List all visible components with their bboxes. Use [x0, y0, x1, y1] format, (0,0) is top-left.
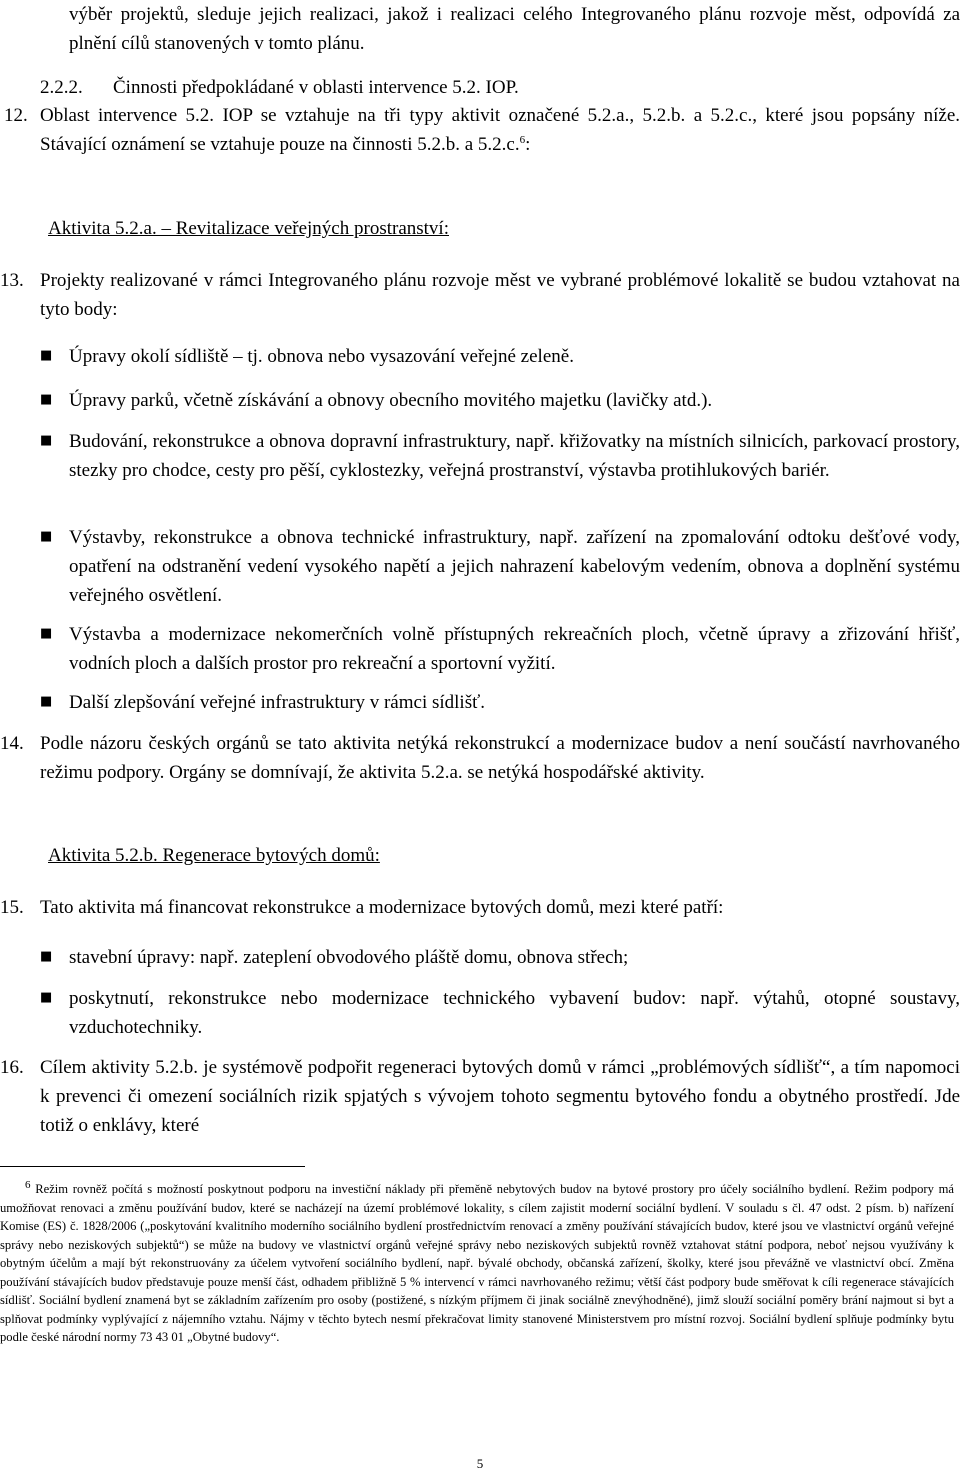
- bullet-icon: ■: [40, 392, 53, 407]
- bullet-icon: ■: [40, 694, 53, 709]
- paragraph-14-text: Podle názoru českých orgánů se tato aktivita netýká rekonstrukcí a modernizace budov a není součástí navrhovaného režimu podpory. Orgány se domnívají, že aktivita 5.2.a. se netýká hospodářské aktivity.: [40, 733, 960, 783]
- activity-a-heading: Aktivita 5.2.a. – Revitalizace veřejných prostranství:: [48, 218, 449, 239]
- list-item-text: Další zlepšování veřejné infrastruktury v rámci sídlišť.: [69, 692, 485, 713]
- paragraph-14: [40, 729, 960, 787]
- paragraph-13-number: 13.: [0, 270, 24, 291]
- bullet-icon: ■: [40, 433, 53, 448]
- list-item-text: Úpravy parků, včetně získávání a obnovy obecního movitého majetku (lavičky atd.).: [69, 390, 713, 411]
- paragraph-16-text: Cílem aktivity 5.2.b. je systémově podpořit regeneraci bytových domů v rámci „problémových sídlišť“, a tím napomoci k prevenci či omezení sociálních rizik spjatých s vývojem tohoto segmentu bytového fondu a obytného prostředí. Jde totiž o enklávy, které: [40, 1057, 960, 1136]
- bullet-icon: ■: [40, 990, 53, 1005]
- list-item-text: stavební úpravy: např. zateplení obvodového pláště domu, obnova střech;: [69, 947, 629, 968]
- paragraph-12-number: 12.: [4, 105, 28, 126]
- paragraph-12-text: Oblast intervence 5.2. IOP se vztahuje na tři typy aktivit označené 5.2.a., 5.2.b. a 5.2.c., které jsou popsány níže. Stávající oznámení se vztahuje pouze na činnosti 5.2.b. a 5.2.c.: [40, 105, 960, 155]
- paragraph-12: [40, 101, 960, 159]
- footnote-body: [0, 1180, 954, 1347]
- list-item-text: poskytnutí, rekonstrukce nebo modernizace technického vybavení budov: např. výtahů, otopné soustavy, vzduchotechniky.: [69, 988, 960, 1038]
- intro-paragraph: [69, 0, 960, 58]
- footnote-ref-6: 6: [519, 134, 526, 146]
- paragraph-16: [40, 1053, 960, 1140]
- paragraph-14-number: 14.: [0, 733, 24, 754]
- list-item-text: Úpravy okolí sídliště – tj. obnova nebo vysazování veřejné zeleně.: [69, 346, 574, 367]
- footnote-marker: 6: [25, 1179, 31, 1191]
- list-item-text: Výstavby, rekonstrukce a obnova technické infrastruktury, např. zařízení na zpomalování odtoku dešťové vody, opatření na odstranění vedení vysokého napětí a jejich nahrazení kabelovým vedením, obnova a doplnění systému veřejného osvětlení.: [69, 527, 960, 606]
- paragraph-12-colon: :: [525, 134, 531, 155]
- bullet-icon: ■: [40, 949, 53, 964]
- paragraph-15-text: Tato aktivita má financovat rekonstrukce a modernizace bytových domů, mezi které patří:: [40, 897, 724, 918]
- footnote-text: Režim rovněž počítá s možností poskytnout podporu na investiční náklady při přeměně nebytových budov na bytové prostory pro účely sociálního bydlení. Režim podpory má umožňovat renovaci a změnu používání budov, které se nacházejí na území problémové lokality, s cílem zajistit moderní sociální bydlení. V souladu s čl. 47 odst. 2 písm. b) nařízení Komise (ES) č. 1828/2006 („poskytování kvalitního moderního sociálního bydlení prostřednictvím renovací a změny používání stávajících budov, které jsou ve vlastnictví orgánů veřejné správy nebo neziskových subjektů“) se může na budovy ve vlastnictví orgánů veřejné správy nebo neziskových subjektů rovněž vztahovat státní podpora, neboť nejsou využívány k obytným účelům a mají být rekonstruovány za účelem vytvoření sociálního bydlení, např. bývalé obchody, občanská zařízení, školky, které jsou převážně ve vlastnictví obcí. Změna používání stávajících budov představuje pouze menší část, odhadem přibližně 5 % intervencí v rámci navrhovaného režimu; větší část podpory bude směřovat k cíli regenerace stávajících sídlišť. Sociální bydlení znamená byt se základním zařízením pro osoby (postižené, s nízkým příjmem či jinak sociálně znevýhodněné), jimž slouží sociální poměry brání najmout si byt a splňovat podmínky vyplývající z nájemního vztahu. Nájmy v těchto bytech nesmí překračovat limity stanovené Ministerstvem pro místní rozvoj. Sociální bydlení splňuje podmínky bytu podle české národní normy 73 43 01 „Obytné budovy“.: [0, 1182, 954, 1344]
- section-heading-number: 2.2.2.: [40, 77, 83, 98]
- paragraph-15-number: 15.: [0, 897, 24, 918]
- paragraph-13: [40, 266, 960, 324]
- footnote-6: [0, 1180, 954, 1347]
- footnote-divider: [0, 1166, 305, 1167]
- bullet-icon: ■: [40, 626, 53, 641]
- section-heading-title: Činnosti předpokládané v oblasti intervence 5.2. IOP.: [113, 77, 519, 98]
- list-item-text: Výstavba a modernizace nekomerčních volně přístupných rekreačních ploch, včetně úpravy a zřizování hřišť, vodních ploch a dalších prostor pro rekreační a sportovní vyžití.: [69, 624, 960, 674]
- paragraph-13-text: Projekty realizované v rámci Integrovaného plánu rozvoje měst ve vybrané problémové lokalitě se budou vztahovat na tyto body:: [40, 270, 960, 320]
- activity-b-heading: Aktivita 5.2.b. Regenerace bytových domů:: [48, 845, 380, 866]
- intro-text: výběr projektů, sleduje jejich realizaci, jakož i realizaci celého Integrovaného plánu rozvoje měst, odpovídá za plnění cílů stanovených v tomto plánu.: [69, 4, 960, 54]
- paragraph-16-number: 16.: [0, 1057, 24, 1078]
- page-number: 5: [476, 1456, 484, 1471]
- paragraph-15: [40, 893, 960, 922]
- bullet-icon: ■: [40, 348, 53, 363]
- bullet-icon: ■: [40, 529, 53, 544]
- list-item-text: Budování, rekonstrukce a obnova dopravní infrastruktury, např. křižovatky na místních silnicích, parkovací prostory, stezky pro chodce, cesty pro pěší, cyklostezky, veřejná prostranství, výstavba protihlukových bariér.: [69, 431, 960, 481]
